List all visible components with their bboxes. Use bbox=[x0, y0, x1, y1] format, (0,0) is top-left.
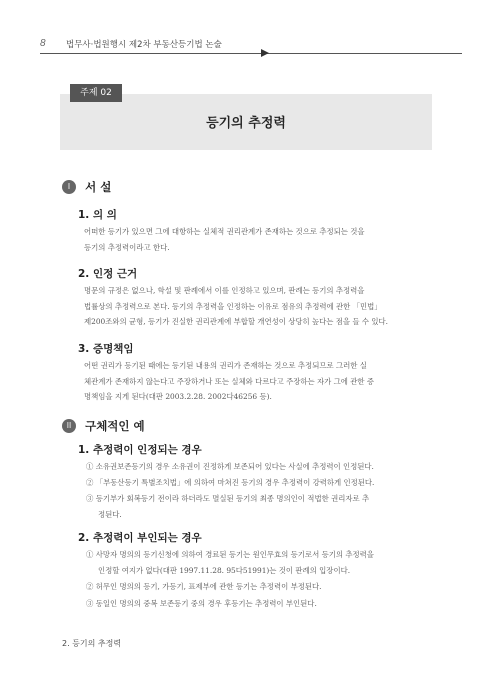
text-line: 체관계가 존재하지 않는다고 주장하거나 또는 실체와 다르다고 주장하는 자가 그에 관한 증 bbox=[84, 376, 375, 386]
section-title: 구체적인 예 bbox=[85, 418, 145, 433]
topic-title: 등기의 추정력 bbox=[206, 116, 286, 131]
text-line: ② 허무인 명의의 등기, 가등기, 표제부에 관한 등기는 추정력이 부정된다. bbox=[86, 582, 322, 591]
subheading: 3. 증명책임 bbox=[78, 343, 134, 355]
text-line: ① 사망자 명의의 등기신청에 의하여 경료된 등기는 원인무효의 등기로서 등기의 추정력을 bbox=[86, 550, 374, 559]
text-line: 인정할 여지가 없다(대판 1997.11.28. 95다51991)는 것이 판례의 입장이다. bbox=[98, 565, 351, 575]
text-line: ① 소유권보존등기의 경우 소유권이 진정하게 보존되어 있다는 사실에 추정력이 인정된다. bbox=[86, 462, 374, 471]
text-line: 어떤 권리가 등기된 때에는 등기된 내용의 권리가 존재하는 것으로 추정되므로 그러한 실 bbox=[84, 361, 367, 370]
topic-tab: 주제 02 bbox=[70, 84, 122, 102]
text-line: ② 「부동산등기 특별조치법」에 의하여 마쳐진 등기의 경우 추정력이 강력하게 인정된다. bbox=[86, 478, 375, 487]
list-item bbox=[86, 579, 434, 595]
subheading: 1. 의 의 bbox=[78, 209, 117, 221]
paragraph bbox=[84, 283, 434, 330]
section-heading-2 bbox=[62, 415, 145, 433]
section-number-badge: I bbox=[62, 180, 76, 194]
text-line: 명문의 규정은 없으나, 학설 및 판례에서 이를 인정하고 있으며, 판례는 등기의 추정력을 bbox=[84, 286, 365, 295]
text-line: 어떠한 등기가 있으면 그에 대항하는 실체적 권리관계가 존재하는 것으로 추정되는 것을 bbox=[84, 227, 365, 236]
text-line: 법률상의 추정력으로 본다. 등기의 추정력을 인정하는 이유로 점유의 추정력에 관한 「민법」 bbox=[84, 301, 382, 311]
section-heading-1 bbox=[62, 176, 111, 194]
subheading: 2. 추정력이 부인되는 경우 bbox=[78, 532, 202, 544]
paragraph bbox=[84, 358, 434, 405]
text-line: ③ 등기부가 회복등기 전이라 하더라도 멸실된 등기의 최종 명의인이 적법한 권리자로 추 bbox=[86, 494, 370, 503]
running-header bbox=[40, 38, 462, 52]
text-line: 등기의 추정력이라고 한다. bbox=[84, 242, 170, 252]
text-line: ③ 동일인 명의의 중복 보존등기 중의 경우 후등기는 추정력이 부인된다. bbox=[86, 599, 317, 608]
running-title: 법무사·법원행시 제2차 부동산등기법 논술 bbox=[66, 40, 222, 50]
list-item bbox=[86, 547, 434, 578]
list-item bbox=[86, 475, 434, 491]
triangle-marker-icon bbox=[261, 49, 269, 57]
list-item bbox=[86, 491, 434, 522]
page-footer: 2. 등기의 추정력 bbox=[62, 639, 122, 648]
text-line: 명책임을 지게 된다(대판 2003.2.28. 2002다46256 등). bbox=[84, 392, 272, 401]
section-title: 서 설 bbox=[85, 179, 112, 194]
subheading: 2. 인정 근거 bbox=[78, 268, 138, 280]
list-item bbox=[86, 596, 434, 612]
text-line: 정된다. bbox=[98, 509, 122, 519]
text-line: 제200조와의 균형, 등기가 진실한 권리관계에 부합할 개연성이 상당히 높다는 점을 들 수 있다. bbox=[84, 317, 389, 326]
page-number: 8 bbox=[40, 38, 46, 49]
subheading: 1. 추정력이 인정되는 경우 bbox=[78, 444, 202, 456]
section-number-badge: II bbox=[62, 419, 76, 433]
paragraph bbox=[84, 224, 434, 255]
header-rule bbox=[40, 53, 462, 54]
list-item bbox=[86, 459, 434, 475]
